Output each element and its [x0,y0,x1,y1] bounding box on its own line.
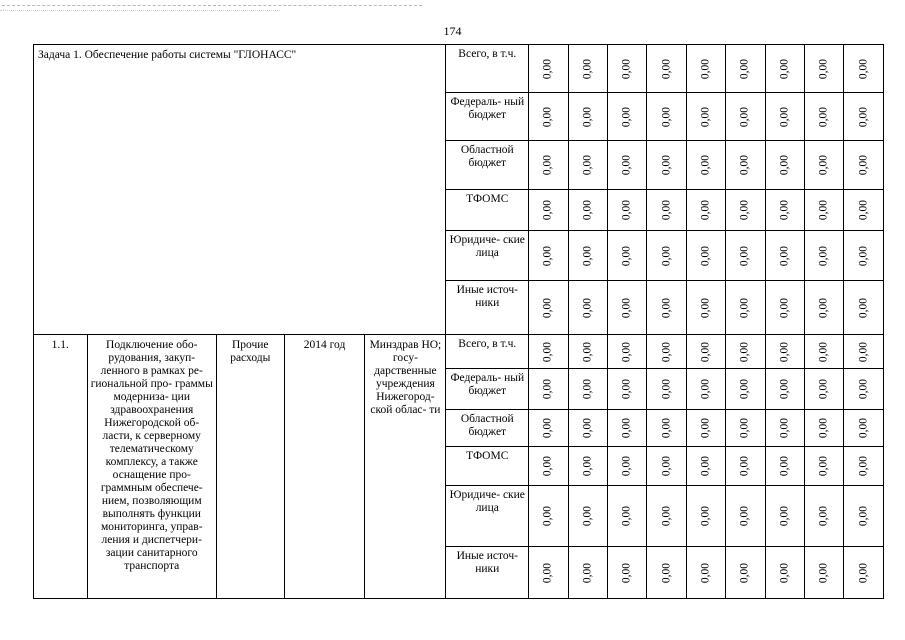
amount-cell [805,547,844,599]
amount-cell [608,141,647,190]
amount-cell [726,547,765,599]
amount-cell [568,335,607,369]
amount-value: 0,00 [738,199,751,221]
amount-cell [765,141,804,190]
amount-cell [805,410,844,447]
amount-cell [805,447,844,486]
amount-value: 0,00 [857,245,870,266]
amount-value: 0,00 [778,417,791,439]
amount-cell [844,141,884,190]
amount-cell [608,410,647,447]
amount-value: 0,00 [778,378,791,400]
amount-value: 0,00 [541,505,554,527]
amount-value: 0,00 [778,199,791,221]
amount-cell [568,141,607,190]
amount-value: 0,00 [660,106,673,127]
amount-value: 0,00 [778,245,791,266]
amount-value: 0,00 [581,154,594,176]
amount-cell [765,335,804,369]
amount-value: 0,00 [581,58,594,79]
amount-value: 0,00 [541,297,554,318]
amount-cell [805,335,844,369]
amount-value: 0,00 [738,417,751,439]
amount-value: 0,00 [620,106,633,127]
amount-value: 0,00 [857,562,870,583]
amount-cell [844,93,884,141]
amount-cell [647,410,686,447]
amount-cell [686,547,725,599]
amount-value: 0,00 [817,378,830,400]
amount-cell [608,369,647,410]
amount-cell [844,547,884,599]
amount-cell [844,281,884,335]
amount-value: 0,00 [541,199,554,221]
amount-value: 0,00 [620,199,633,221]
amount-cell [647,281,686,335]
executor: Минздрав НО; госу- дарственные учреждения Нижегород- ской облас- ти [365,335,446,599]
amount-value: 0,00 [857,341,870,362]
amount-cell [726,335,765,369]
amount-cell [686,190,725,231]
amount-cell [686,93,725,141]
funding-source-label: Юридиче- ские лица [446,231,529,281]
amount-value: 0,00 [581,199,594,221]
amount-value: 0,00 [581,297,594,318]
amount-value: 0,00 [817,58,830,79]
amount-cell [608,547,647,599]
amount-value: 0,00 [620,245,633,266]
amount-cell [608,93,647,141]
amount-cell [568,486,607,547]
amount-value: 0,00 [541,154,554,176]
amount-cell [568,369,607,410]
amount-cell [765,547,804,599]
amount-value: 0,00 [660,154,673,176]
amount-value: 0,00 [778,106,791,127]
amount-cell [647,547,686,599]
amount-cell [529,281,568,335]
amount-value: 0,00 [778,154,791,176]
amount-cell [765,447,804,486]
amount-value: 0,00 [699,378,712,400]
amount-cell [726,93,765,141]
amount-value: 0,00 [620,562,633,583]
amount-value: 0,00 [778,341,791,362]
amount-cell [765,281,804,335]
amount-cell [686,410,725,447]
amount-value: 0,00 [660,297,673,318]
amount-value: 0,00 [699,455,712,477]
amount-value: 0,00 [660,562,673,583]
amount-value: 0,00 [857,58,870,79]
amount-value: 0,00 [778,505,791,527]
amount-value: 0,00 [817,245,830,266]
funding-source-label: Всего, в т.ч. [446,45,529,93]
amount-cell [647,93,686,141]
amount-value: 0,00 [857,455,870,477]
amount-value: 0,00 [738,297,751,318]
amount-value: 0,00 [581,562,594,583]
amount-cell [805,190,844,231]
amount-cell [765,190,804,231]
amount-value: 0,00 [699,341,712,362]
amount-cell [726,281,765,335]
amount-value: 0,00 [581,417,594,439]
funding-source-label: Областной бюджет [446,141,529,190]
amount-value: 0,00 [699,245,712,266]
amount-value: 0,00 [699,199,712,221]
amount-cell [647,486,686,547]
amount-value: 0,00 [541,341,554,362]
amount-value: 0,00 [660,455,673,477]
amount-value: 0,00 [660,417,673,439]
funding-source-label: Федераль- ный бюджет [446,93,529,141]
amount-cell [844,45,884,93]
amount-cell [647,369,686,410]
amount-cell [805,369,844,410]
amount-cell [568,547,607,599]
amount-cell [686,369,725,410]
amount-cell [529,141,568,190]
amount-cell [844,335,884,369]
amount-cell [529,190,568,231]
amount-value: 0,00 [660,505,673,527]
funding-source-label: ТФОМС [446,447,529,486]
amount-cell [529,231,568,281]
amount-value: 0,00 [738,455,751,477]
amount-value: 0,00 [581,245,594,266]
amount-cell [647,335,686,369]
funding-source-label: Всего, в т.ч. [446,335,529,369]
page-number: 174 [443,24,462,38]
amount-value: 0,00 [817,455,830,477]
amount-cell [647,447,686,486]
amount-cell [529,369,568,410]
amount-value: 0,00 [738,58,751,79]
amount-value: 0,00 [817,417,830,439]
amount-cell [568,45,607,93]
amount-cell [805,45,844,93]
item-description: Подключение обо- рудования, закуп- ленного в рамках ре- гиональной про- граммы модерниза- ции здравоохранения Нижегородской об- ласти, к серверному телематическому комплексу, а также оснащение про- граммным обеспече- нием, позволяющим выполнять функции мониторинга, управ- ления и диспетчери- зации санитарного транспорта [87,335,216,599]
amount-value: 0,00 [620,378,633,400]
funding-source-label: Иные источ- ники [446,281,529,335]
amount-value: 0,00 [660,341,673,362]
amount-cell [686,141,725,190]
amount-value: 0,00 [857,154,870,176]
amount-value: 0,00 [699,417,712,439]
amount-value: 0,00 [541,245,554,266]
amount-value: 0,00 [660,58,673,79]
amount-cell [568,281,607,335]
amount-cell [568,447,607,486]
amount-cell [568,231,607,281]
amount-value: 0,00 [738,106,751,127]
amount-cell [805,93,844,141]
amount-value: 0,00 [541,455,554,477]
amount-value: 0,00 [857,106,870,127]
amount-value: 0,00 [778,562,791,583]
funding-source-label: Областной бюджет [446,410,529,447]
amount-value: 0,00 [857,505,870,527]
amount-cell [608,486,647,547]
amount-cell [568,410,607,447]
amount-cell [647,141,686,190]
amount-value: 0,00 [699,505,712,527]
scan-artifact-line [0,10,280,11]
period: 2014 год [284,335,365,599]
amount-value: 0,00 [738,505,751,527]
amount-cell [726,486,765,547]
amount-value: 0,00 [699,58,712,79]
task-title: Задача 1. Обеспечение работы системы "ГЛОНАСС" [34,45,446,335]
amount-value: 0,00 [541,378,554,400]
amount-cell [726,369,765,410]
amount-value: 0,00 [738,562,751,583]
amount-cell [765,410,804,447]
amount-cell [844,486,884,547]
amount-value: 0,00 [857,199,870,221]
amount-value: 0,00 [817,505,830,527]
amount-value: 0,00 [620,417,633,439]
amount-cell [608,190,647,231]
amount-cell [686,447,725,486]
amount-value: 0,00 [620,341,633,362]
funding-source-label: ТФОМС [446,190,529,231]
amount-cell [805,231,844,281]
amount-cell [765,93,804,141]
amount-cell [765,45,804,93]
amount-cell [686,231,725,281]
amount-value: 0,00 [699,562,712,583]
amount-value: 0,00 [620,297,633,318]
amount-cell [686,486,725,547]
amount-cell [726,45,765,93]
amount-value: 0,00 [620,58,633,79]
amount-value: 0,00 [857,378,870,400]
amount-value: 0,00 [817,106,830,127]
amount-cell [765,369,804,410]
amount-cell [529,45,568,93]
amount-cell [765,231,804,281]
amount-value: 0,00 [778,58,791,79]
funding-source-label: Иные источ- ники [446,547,529,599]
amount-cell [844,410,884,447]
amount-cell [844,190,884,231]
table-row [34,45,884,93]
amount-value: 0,00 [738,341,751,362]
amount-value: 0,00 [857,297,870,318]
amount-value: 0,00 [817,199,830,221]
amount-cell [568,93,607,141]
funding-table [33,44,884,599]
amount-value: 0,00 [581,378,594,400]
amount-cell [686,281,725,335]
amount-value: 0,00 [541,106,554,127]
amount-value: 0,00 [738,378,751,400]
amount-value: 0,00 [620,505,633,527]
amount-cell [647,190,686,231]
amount-cell [647,45,686,93]
amount-value: 0,00 [738,245,751,266]
amount-value: 0,00 [817,154,830,176]
amount-cell [529,447,568,486]
amount-cell [726,190,765,231]
amount-cell [726,447,765,486]
amount-value: 0,00 [620,154,633,176]
amount-cell [647,231,686,281]
amount-cell [529,410,568,447]
amount-cell [608,45,647,93]
amount-cell [805,486,844,547]
amount-value: 0,00 [620,455,633,477]
amount-cell [608,231,647,281]
amount-value: 0,00 [581,455,594,477]
amount-value: 0,00 [699,297,712,318]
table-row [34,335,884,369]
amount-cell [844,369,884,410]
amount-value: 0,00 [857,417,870,439]
amount-value: 0,00 [699,154,712,176]
amount-value: 0,00 [541,562,554,583]
amount-cell [529,547,568,599]
amount-cell [568,190,607,231]
amount-value: 0,00 [541,58,554,79]
amount-cell [765,486,804,547]
amount-cell [686,335,725,369]
amount-cell [529,486,568,547]
amount-cell [805,141,844,190]
scan-artifact-line [2,5,422,6]
funding-source-label: Федераль- ный бюджет [446,369,529,410]
amount-cell [844,447,884,486]
amount-value: 0,00 [660,199,673,221]
amount-cell [529,93,568,141]
amount-value: 0,00 [778,455,791,477]
amount-cell [608,447,647,486]
amount-value: 0,00 [660,245,673,266]
amount-cell [726,410,765,447]
amount-cell [529,335,568,369]
amount-value: 0,00 [541,417,554,439]
amount-value: 0,00 [660,378,673,400]
amount-value: 0,00 [778,297,791,318]
expense-type: Прочие расходы [216,335,284,599]
amount-value: 0,00 [817,562,830,583]
amount-value: 0,00 [699,106,712,127]
amount-value: 0,00 [817,341,830,362]
amount-cell [608,335,647,369]
funding-source-label: Юридиче- ские лица [446,486,529,547]
amount-cell [608,281,647,335]
amount-value: 0,00 [817,297,830,318]
amount-value: 0,00 [581,341,594,362]
amount-value: 0,00 [581,106,594,127]
amount-cell [726,231,765,281]
amount-cell [726,141,765,190]
item-number: 1.1. [34,335,88,599]
amount-value: 0,00 [738,154,751,176]
amount-cell [805,281,844,335]
amount-value: 0,00 [581,505,594,527]
amount-cell [686,45,725,93]
amount-cell [844,231,884,281]
